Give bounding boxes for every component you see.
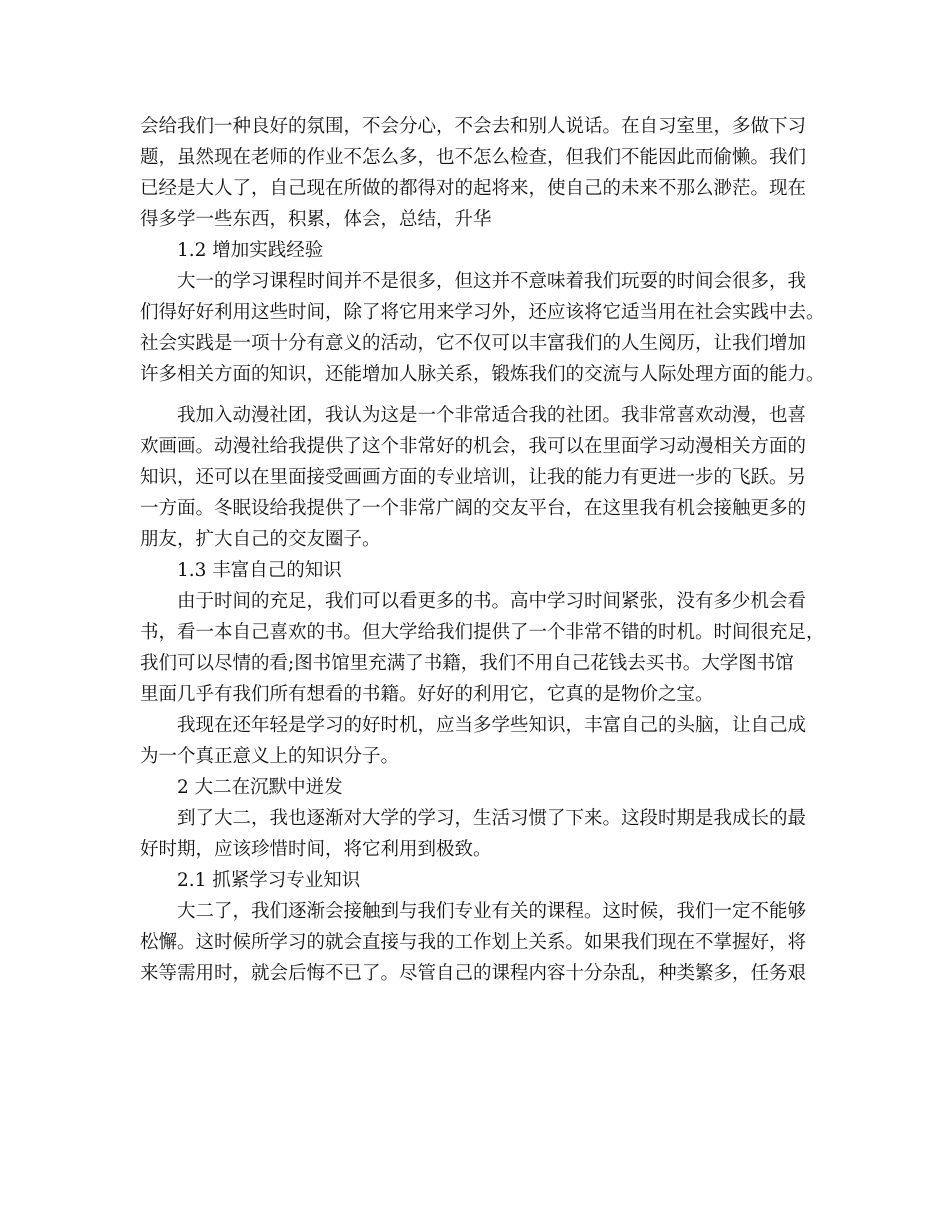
body-text-line: 我加入动漫社团，我认为这是一个非常适合我的社团。我非常喜欢动漫，也喜 (177, 405, 807, 426)
body-text-line: 题，虽然现在老师的作业不怎么多，也不怎么检查，但我们不能因此而偷懒。我们 (140, 147, 807, 168)
section-heading-2-1: 2.1 抓紧学习专业知识 (177, 870, 361, 891)
body-text-line: 大二了，我们逐渐会接触到与我们专业有关的课程。这时候，我们一定不能够 (177, 901, 807, 922)
body-text-line: 好时期，应该珍惜时间，将它利用到极致。 (140, 839, 492, 860)
body-text-line: 由于时间的充足，我们可以看更多的书。高中学习时间紧张，没有多少机会看 (177, 591, 807, 612)
body-text-line: 们得好好利用这些时间，除了将它用来学习外，还应该将它适当用在社会实践中去。 (140, 302, 825, 323)
body-text-line: 欢画画。动漫社给我提供了这个非常好的机会，我可以在里面学习动漫相关方面的 (140, 436, 807, 457)
body-text-line: 已经是大人了，自己现在所做的都得对的起将来，使自己的未来不那么渺茫。现在 (140, 178, 807, 199)
body-text-line: 许多相关方面的知识，还能增加人脉关系，锻炼我们的交流与人际处理方面的能力。 (140, 364, 825, 385)
body-text-line: 朋友，扩大自己的交友圈子。 (140, 529, 381, 550)
body-text-line: 松懈。这时候所学习的就会直接与我的工作划上关系。如果我们现在不掌握好，将 (140, 932, 807, 953)
body-text-line: 书，看一本自己喜欢的书。但大学给我们提供了一个非常不错的时机。时间很充足， (140, 622, 825, 643)
body-text-line: 为一个真正意义上的知识分子。 (140, 746, 400, 767)
body-text-line: 知识，还可以在里面接受画画方面的专业培训，让我的能力有更进一步的飞跃。另 (140, 467, 807, 488)
section-heading-1-2: 1.2 增加实践经验 (177, 240, 324, 261)
section-heading-2: 2 大二在沉默中迸发 (177, 777, 343, 798)
body-text-line: 到了大二，我也逐渐对大学的学习，生活习惯了下来。这段时期是我成长的最 (177, 808, 807, 829)
body-text-line: 来等需用时，就会后悔不已了。尽管自己的课程内容十分杂乱，种类繁多，任务艰 (140, 963, 807, 984)
body-text-line: 大一的学习课程时间并不是很多，但这并不意味着我们玩耍的时间会很多，我 (177, 271, 807, 292)
body-text-line: 会给我们一种良好的氛围，不会分心，不会去和别人说话。在自习室里，多做下习 (140, 116, 807, 137)
body-text-line: 我现在还年轻是学习的好时机，应当多学些知识，丰富自己的头脑，让自己成 (177, 715, 807, 736)
body-text-line: 里面几乎有我们所有想看的书籍。好好的利用它，它真的是物价之宝。 (140, 684, 714, 705)
body-text-line: 得多学一些东西，积累，体会，总结，升华 (140, 209, 492, 230)
section-heading-1-3: 1.3 丰富自己的知识 (177, 560, 342, 581)
body-text-line: 社会实践是一项十分有意义的活动，它不仅可以丰富我们的人生阅历，让我们增加 (140, 333, 807, 354)
body-text-line: 一方面。冬眠设给我提供了一个非常广阔的交友平台，在这里我有机会接触更多的 (140, 498, 807, 519)
body-text-line: 我们可以尽情的看;图书馆里充满了书籍，我们不用自己花钱去买书。大学图书馆 (140, 653, 794, 674)
